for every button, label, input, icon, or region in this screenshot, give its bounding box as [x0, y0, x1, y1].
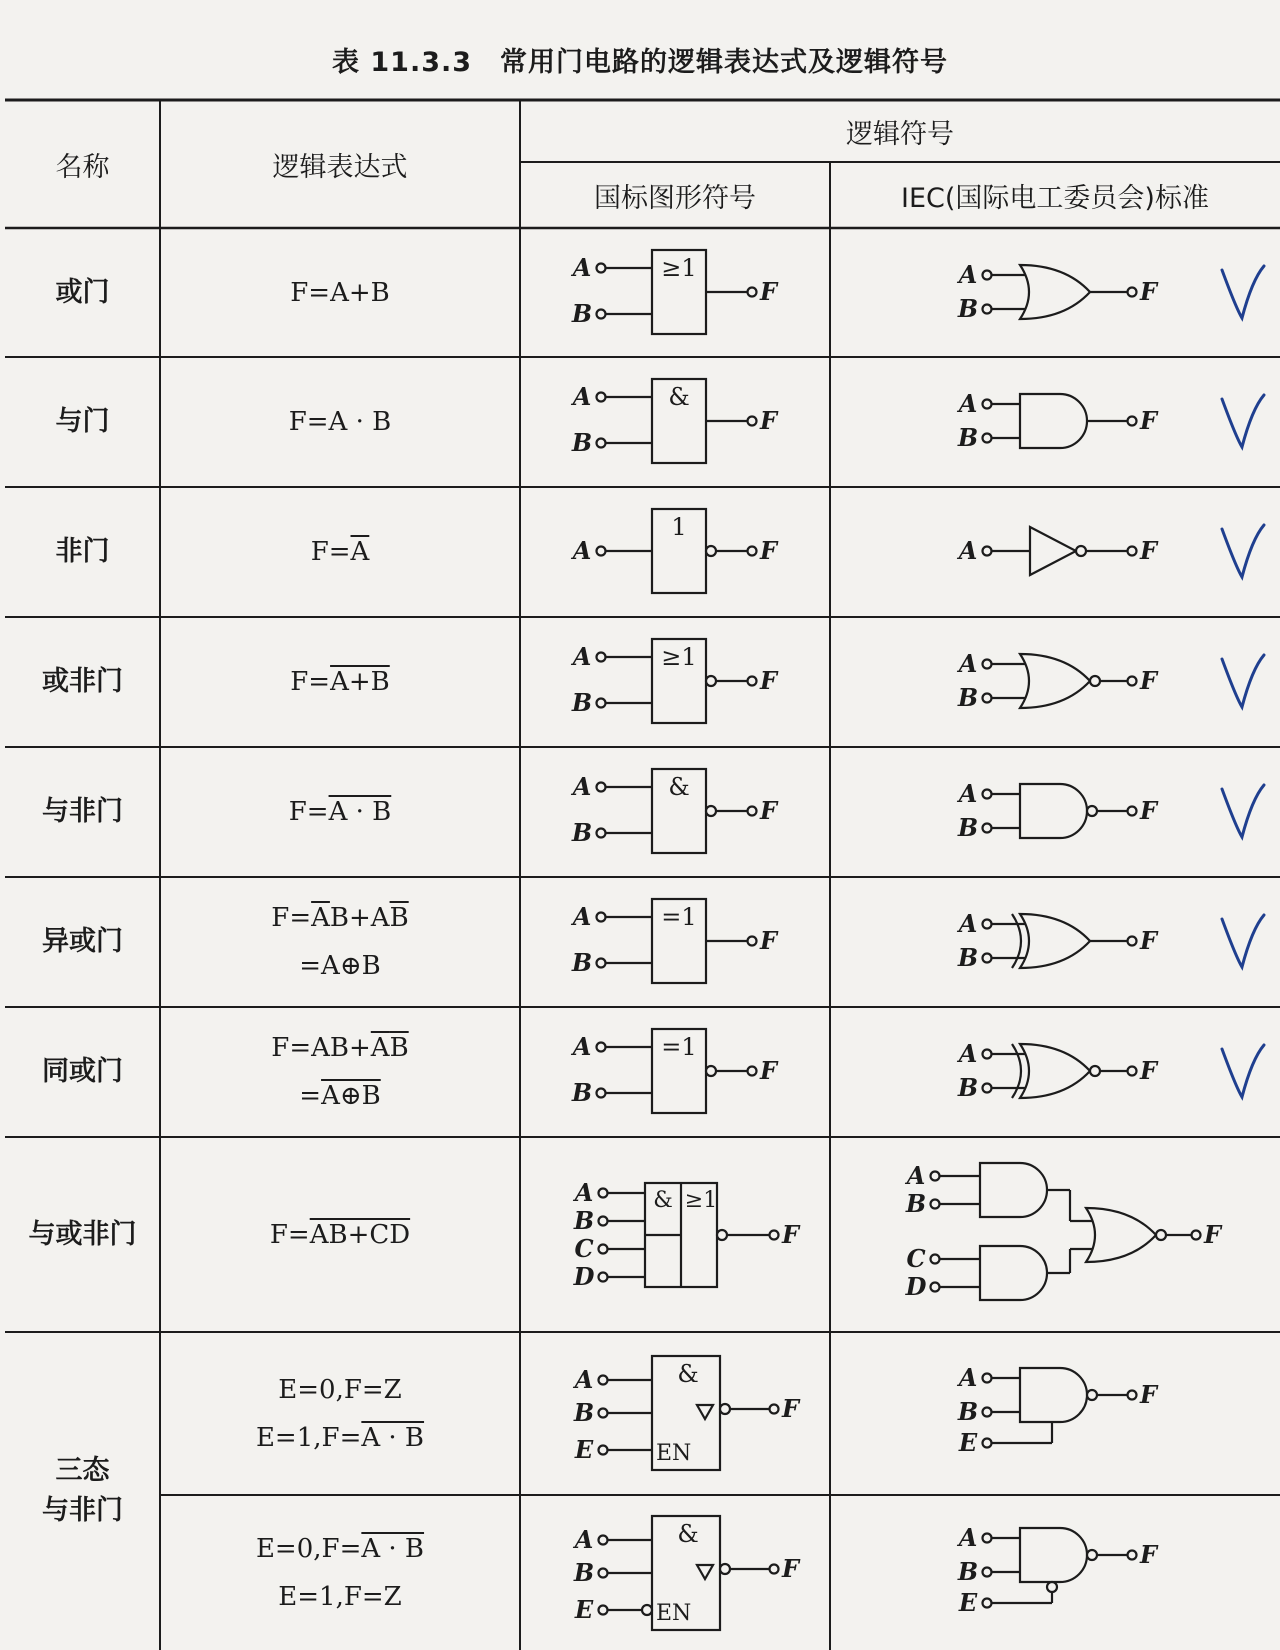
iec-symbol-9 — [957, 1523, 1159, 1617]
svg-text:B: B — [571, 428, 593, 457]
gb-symbol-7 — [573, 1178, 801, 1291]
iec-symbol-5 — [957, 909, 1159, 972]
svg-text:C: C — [906, 1244, 926, 1273]
svg-text:&: & — [668, 773, 690, 801]
check-mark-3 — [1222, 655, 1264, 707]
check-mark-5 — [1222, 915, 1264, 967]
svg-text:F: F — [1140, 926, 1158, 955]
expr-nand: F=A · B — [288, 797, 392, 827]
expr-tristate-low: E=0,F=A · B E=1,F=Z — [255, 1533, 425, 1612]
gate-name-xor: 异或门 — [42, 926, 123, 957]
svg-text:B: B — [957, 294, 979, 323]
gb-symbol-0 — [571, 250, 779, 334]
table-number: 表 11.3.3 — [331, 47, 473, 78]
gate-name-tristate: 三态 与非门 — [42, 1455, 123, 1526]
svg-text:A: A — [572, 902, 592, 931]
header-symbol: 逻辑符号 — [846, 118, 954, 150]
gate-name-nor: 或非门 — [42, 666, 123, 697]
svg-text:&: & — [677, 1520, 699, 1548]
svg-text:A: A — [574, 1178, 594, 1207]
svg-text:E: E — [958, 1428, 978, 1457]
gate-name-or: 或门 — [55, 276, 110, 308]
gate-name-and: 与门 — [55, 406, 110, 437]
svg-text:A: A — [574, 1365, 594, 1394]
svg-text:A: A — [958, 536, 978, 565]
svg-text:A: A — [574, 1525, 594, 1554]
svg-text:B: B — [957, 683, 979, 712]
gb-symbol-9 — [573, 1516, 801, 1630]
svg-text:B: B — [957, 943, 979, 972]
iec-symbol-3 — [957, 649, 1159, 712]
svg-text:C: C — [574, 1234, 594, 1263]
svg-text:F: F — [1140, 277, 1158, 306]
header-expression: 逻辑表达式 — [272, 151, 408, 183]
svg-text:D: D — [905, 1272, 927, 1301]
check-mark-1 — [1222, 395, 1264, 447]
iec-symbol-8 — [957, 1363, 1159, 1457]
expr-xor: $F=\overline{A}B+A\overline{B}$ =A⊕B — [271, 903, 409, 981]
svg-text:F: F — [760, 1056, 778, 1085]
svg-text:&: & — [677, 1360, 699, 1388]
check-mark-2 — [1222, 525, 1264, 577]
gb-symbol-3 — [571, 639, 779, 723]
svg-text:F: F — [760, 277, 778, 306]
svg-text:D: D — [573, 1262, 595, 1291]
expr-aoi: F=AB+CD — [269, 1219, 411, 1250]
svg-text:A: A — [958, 779, 978, 808]
svg-text:B: B — [957, 813, 979, 842]
svg-text:E: E — [574, 1595, 594, 1624]
svg-text:B: B — [957, 1397, 979, 1426]
svg-text:F: F — [782, 1220, 800, 1249]
svg-text:F: F — [760, 796, 778, 825]
svg-text:F: F — [760, 666, 778, 695]
svg-text:A: A — [958, 389, 978, 418]
iec-symbol-1 — [957, 389, 1159, 452]
svg-text:F: F — [1140, 1540, 1158, 1569]
svg-text:B: B — [571, 948, 593, 977]
svg-text:≥1: ≥1 — [661, 643, 697, 671]
table-title: 常用门电路的逻辑表达式及逻辑符号 — [500, 47, 949, 78]
gb-symbol-5 — [571, 899, 779, 983]
svg-text:A: A — [572, 536, 592, 565]
check-mark-6 — [1222, 1045, 1264, 1097]
svg-text:=1: =1 — [661, 903, 697, 931]
gb-symbol-8 — [573, 1356, 801, 1470]
svg-text:F: F — [1140, 666, 1158, 695]
check-mark-0 — [1222, 266, 1264, 318]
svg-text:F: F — [1140, 536, 1158, 565]
svg-text:A: A — [572, 382, 592, 411]
svg-text:F: F — [782, 1394, 800, 1423]
svg-text:1: 1 — [671, 513, 687, 541]
svg-text:A: A — [958, 260, 978, 289]
gb-symbol-1 — [571, 379, 779, 463]
svg-text:B: B — [571, 688, 593, 717]
gate-name-not: 非门 — [55, 536, 110, 567]
svg-text:&: & — [668, 383, 690, 411]
expr-nor: F=A+B — [290, 667, 390, 697]
expr-or: F=A+B — [290, 277, 390, 308]
iec-symbol-4 — [957, 779, 1159, 842]
svg-text:F: F — [760, 406, 778, 435]
svg-text:B: B — [573, 1558, 595, 1587]
svg-text:A: A — [958, 649, 978, 678]
gb-symbol-4 — [571, 769, 779, 853]
svg-text:B: B — [957, 1073, 979, 1102]
svg-text:A: A — [906, 1161, 926, 1190]
svg-text:B: B — [957, 423, 979, 452]
svg-text:B: B — [957, 1557, 979, 1586]
expr-tristate-high: E=0,F=Z E=1,F=A · B — [255, 1374, 425, 1453]
gb-symbol-6 — [571, 1029, 779, 1113]
svg-text:A: A — [572, 253, 592, 282]
gate-name-nand: 与非门 — [42, 796, 123, 827]
svg-text:F: F — [1140, 406, 1158, 435]
svg-text:EN: EN — [656, 1441, 692, 1466]
svg-text:A: A — [572, 642, 592, 671]
expr-and: F=A · B — [288, 407, 392, 437]
svg-text:B: B — [571, 1078, 593, 1107]
check-mark-4 — [1222, 785, 1264, 837]
iec-symbol-2 — [957, 527, 1159, 575]
svg-text:=1: =1 — [661, 1033, 697, 1061]
svg-text:B: B — [571, 818, 593, 847]
svg-text:F: F — [1140, 1380, 1158, 1409]
svg-text:F: F — [1140, 1056, 1158, 1085]
svg-text:≥1: ≥1 — [661, 254, 697, 282]
iec-symbol-0 — [957, 260, 1159, 323]
svg-text:A: A — [958, 1523, 978, 1552]
svg-text:F: F — [1140, 796, 1158, 825]
svg-text:F: F — [782, 1554, 800, 1583]
svg-text:&: & — [653, 1188, 673, 1213]
header-iec: IEC(国际电工委员会)标准 — [901, 182, 1209, 214]
iec-symbol-7 — [905, 1161, 1223, 1301]
svg-text:E: E — [958, 1588, 978, 1617]
svg-text:F: F — [760, 536, 778, 565]
gate-name-xnor: 同或门 — [42, 1056, 123, 1087]
svg-text:E: E — [574, 1435, 594, 1464]
iec-symbol-6 — [957, 1039, 1159, 1102]
header-name: 名称 — [55, 151, 110, 183]
header-gb: 国标图形符号 — [594, 182, 756, 214]
svg-text:F: F — [760, 926, 778, 955]
svg-text:A: A — [572, 1032, 592, 1061]
svg-text:B: B — [573, 1206, 595, 1235]
svg-text:≥1: ≥1 — [684, 1188, 718, 1213]
svg-text:A: A — [958, 1039, 978, 1068]
svg-text:B: B — [571, 299, 593, 328]
svg-text:A: A — [572, 772, 592, 801]
gb-symbol-2 — [571, 509, 779, 593]
expr-not: $F=\overline{A}$ — [310, 537, 370, 567]
gate-name-aoi: 与或非门 — [28, 1218, 137, 1250]
svg-text:A: A — [958, 909, 978, 938]
svg-text:F: F — [1204, 1220, 1222, 1249]
svg-text:A: A — [958, 1363, 978, 1392]
expr-xnor: $F=AB+\overline{A}\overline{B}$ =A⊕B — [271, 1033, 409, 1111]
svg-text:EN: EN — [656, 1601, 692, 1626]
svg-text:B: B — [573, 1398, 595, 1427]
svg-text:B: B — [905, 1189, 927, 1218]
